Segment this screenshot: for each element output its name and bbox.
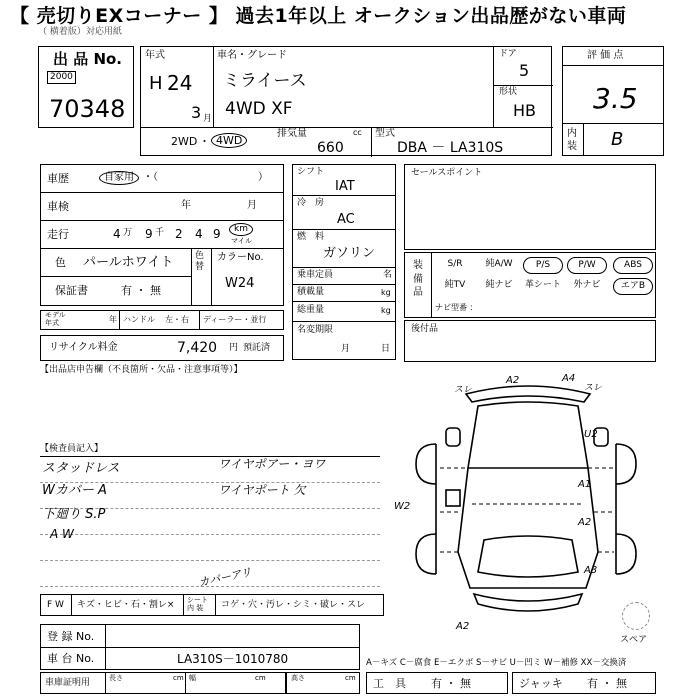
tools-label: 工 具 (373, 677, 406, 690)
mileage-d1: 4 (113, 227, 121, 241)
cert-length: 長さ (109, 674, 123, 682)
year-era: H (149, 73, 163, 94)
year-label: 年式 (145, 50, 165, 61)
shape-value: HB (513, 101, 537, 120)
interior-value: B (611, 129, 624, 150)
mileage-d4: 4 (195, 227, 203, 241)
inspector-note-right-2: ワイヤポート 欠 (218, 483, 306, 497)
equipment-item: P/W (567, 257, 607, 274)
jack-value: 有 ・ 無 (587, 677, 627, 690)
equipment-item: 外ナビ (573, 280, 601, 290)
spare-label: スペア (620, 635, 648, 645)
mileage-d5: 9 (213, 227, 221, 241)
ac-label: 冷 房 (297, 198, 325, 208)
cert-height: 高さ (291, 674, 305, 682)
color-change-label: 色 替 (195, 251, 205, 272)
cert-width: 幅 (189, 674, 196, 682)
fw-row (40, 594, 384, 616)
model-year-row (40, 310, 284, 330)
shift-value: IAT (335, 179, 355, 194)
mileage-u2: 千 (155, 228, 165, 238)
model-year-dealer: ディーラー・並行 (203, 315, 267, 324)
inspection-year: 年 (181, 200, 191, 211)
mileage-label: 走行 (47, 228, 69, 241)
equipment-item: 純A/W (485, 259, 513, 269)
sales-point-label: セールスポイント (411, 168, 483, 178)
weight-label: 総重量 (297, 305, 325, 315)
year-month-unit: 月 (203, 114, 213, 124)
damage-mark-6: A1 (578, 479, 592, 490)
history-label: 車歴 (47, 172, 69, 185)
model-label: 車名・グレード (217, 50, 287, 61)
damage-mark-1: スレ (454, 385, 473, 395)
displacement-value: 660 (317, 140, 344, 156)
damage-mark-9: A3 (584, 565, 598, 576)
capacity-label: 乗車定員 (297, 270, 334, 280)
equipment-box (404, 252, 656, 318)
vehicle-info-box (140, 46, 552, 156)
warranty-value: 有 ・ 無 (121, 284, 161, 297)
seat-items: コゲ・穴・汚レ・シミ・破レ・スレ (221, 600, 366, 610)
doors-value: 5 (519, 61, 530, 80)
recycle-note: 預託済 (243, 343, 271, 353)
year-month: 3 (191, 103, 202, 122)
recycle-row (40, 335, 284, 361)
inspection-month: 月 (247, 200, 257, 211)
cert-label: 車庫証明用 (45, 678, 91, 688)
doors-label: ドア (499, 49, 517, 59)
model-year-label: モデル 年式 (45, 311, 66, 327)
registration-box (40, 624, 360, 670)
inspector-title: 【検査員記入】 (40, 444, 104, 454)
recycle-value: 7,420 (177, 340, 218, 356)
model-name: ミライース (223, 71, 307, 91)
recycle-label: リサイクル料金 (49, 342, 118, 353)
mileage-unit-km: km (229, 223, 253, 236)
spec-column-box (292, 164, 396, 360)
fuel-label: 燃 料 (297, 232, 325, 242)
name-change-month: 月 (341, 344, 351, 354)
tools-box (366, 672, 508, 694)
equipment-item: S/R (447, 259, 463, 269)
inspector-note-1: スタッドレス (42, 461, 120, 476)
chassis-value: LA310S－1010780 (177, 652, 289, 666)
weight-unit: kg (381, 306, 391, 315)
model-code-value: DBA － LA310S (397, 140, 504, 156)
drive-opt1: 2WD (171, 135, 198, 148)
ac-value: AC (337, 212, 355, 227)
banner-text: 【 売切りEXコーナー 】 過去1年以上 オークション出品歴がない車両 (10, 5, 627, 27)
history-details-box (40, 164, 284, 306)
name-change-day: 日 (381, 344, 391, 354)
inspector-note-right-1: ワイヤポアー・ヨワ (218, 457, 326, 471)
mileage-d3: 2 (175, 227, 183, 241)
model-code-label: 型式 (375, 128, 395, 139)
fuel-value: ガソリン (323, 246, 376, 261)
seller-note-title: 【出品店申告欄（不良箇所・欠品・注意事項等）】 (40, 365, 243, 375)
model-year-year: 年 (109, 315, 117, 324)
garage-cert-row (40, 672, 286, 694)
equipment-item: P/S (523, 257, 563, 274)
cert-width-unit: cm (255, 674, 266, 682)
load-unit: kg (381, 288, 391, 297)
aftermarket-label: 後付品 (411, 324, 439, 334)
score-value: 3.5 (593, 82, 638, 115)
drive-sep: ・ (199, 135, 210, 148)
warranty-label: 保証書 (55, 284, 88, 297)
displacement-label: 排気量 (277, 128, 307, 139)
fw-label: F W (47, 600, 64, 610)
model-grade: 4WD XF (225, 99, 293, 119)
model-year-handle: ハンドル (123, 315, 155, 324)
damage-mark-5: U2 (584, 429, 598, 440)
registration-label: 登 録 No. (47, 630, 95, 643)
interior-label: 内 装 (567, 128, 577, 152)
damage-mark-2: A2 (506, 375, 520, 386)
cert-height-unit: cm (345, 674, 356, 682)
score-label: 評 価 点 (587, 50, 624, 61)
capacity-unit: 名 (383, 270, 393, 280)
lot-sub: 2000 (47, 71, 76, 84)
lot-number-box (38, 46, 134, 128)
cert-length-unit: cm (173, 674, 184, 682)
spare-tire-icon (622, 602, 650, 630)
equipment-item: 純ナビ (485, 280, 513, 290)
load-label: 積載量 (297, 287, 325, 297)
tools-value: 有 ・ 無 (431, 677, 471, 690)
equipment-item: 革シート (524, 280, 561, 290)
garage-cert-height (286, 672, 360, 694)
cut-line-text: （ 横着版）対応用紙 (38, 27, 122, 37)
mileage-u1: 万 (123, 228, 133, 238)
damage-mark-4: スレ (584, 383, 603, 393)
damage-mark-3: A4 (562, 373, 576, 384)
inspector-note-lower: カバーアリ (197, 565, 253, 590)
equipment-item: 純TV (444, 280, 466, 290)
lot-label: 出 品 No. (53, 50, 123, 68)
jack-label: ジャッキ (519, 677, 563, 690)
mileage-unit-mile: マイル (231, 237, 252, 245)
drive-opt2: 4WD (211, 133, 247, 148)
name-change-label: 名変期限 (297, 325, 334, 335)
lot-number: 70348 (49, 95, 126, 123)
color-value: パールホワイト (83, 255, 174, 270)
seat-label: シート 内 装 (187, 596, 208, 613)
shape-label: 形状 (499, 87, 518, 97)
sales-point-box (404, 164, 656, 250)
inspector-note-3: 下廻り S.P (42, 507, 106, 522)
recycle-unit: 円 (229, 343, 239, 353)
damage-map-diagram (388, 372, 664, 622)
color-label: 色 (55, 256, 66, 269)
model-year-handle-opts: 左・右 (165, 315, 189, 324)
fw-items: キズ・ヒビ・石・割レ× (77, 600, 175, 610)
jack-box (512, 672, 656, 694)
mileage-d2: 9 (145, 227, 153, 241)
color-code-label: カラーNo. (217, 252, 264, 263)
damage-mark-8: A2 (578, 517, 592, 528)
inspector-note-2: Wカバー A (42, 483, 107, 498)
shift-label: シフト (297, 167, 325, 177)
damage-mark-10: A2 (456, 621, 470, 632)
equipment-item: ABS (613, 257, 653, 274)
inspection-label: 車検 (47, 200, 69, 213)
damage-mark-7: W2 (394, 501, 411, 512)
chassis-label: 車 台 No. (47, 652, 95, 665)
equipment-label: 装 備 品 (413, 260, 423, 298)
displacement-unit: cc (353, 128, 362, 137)
year-value: 24 (167, 71, 193, 95)
inspector-note-4: A W (50, 527, 74, 541)
equipment-item: エアB (613, 278, 653, 295)
score-box (562, 46, 664, 156)
history-rest: ・（ ） (143, 172, 268, 183)
damage-legend: A－キズ C－腐食 E－エクボ S－サビ U－凹ミ W－補修 XX－交換済 (366, 658, 627, 668)
history-value: 自家用 (99, 171, 139, 185)
color-code-value: W24 (225, 276, 255, 291)
equipment-navi: ナビ型番 ： (435, 303, 478, 312)
aftermarket-box (404, 320, 656, 362)
